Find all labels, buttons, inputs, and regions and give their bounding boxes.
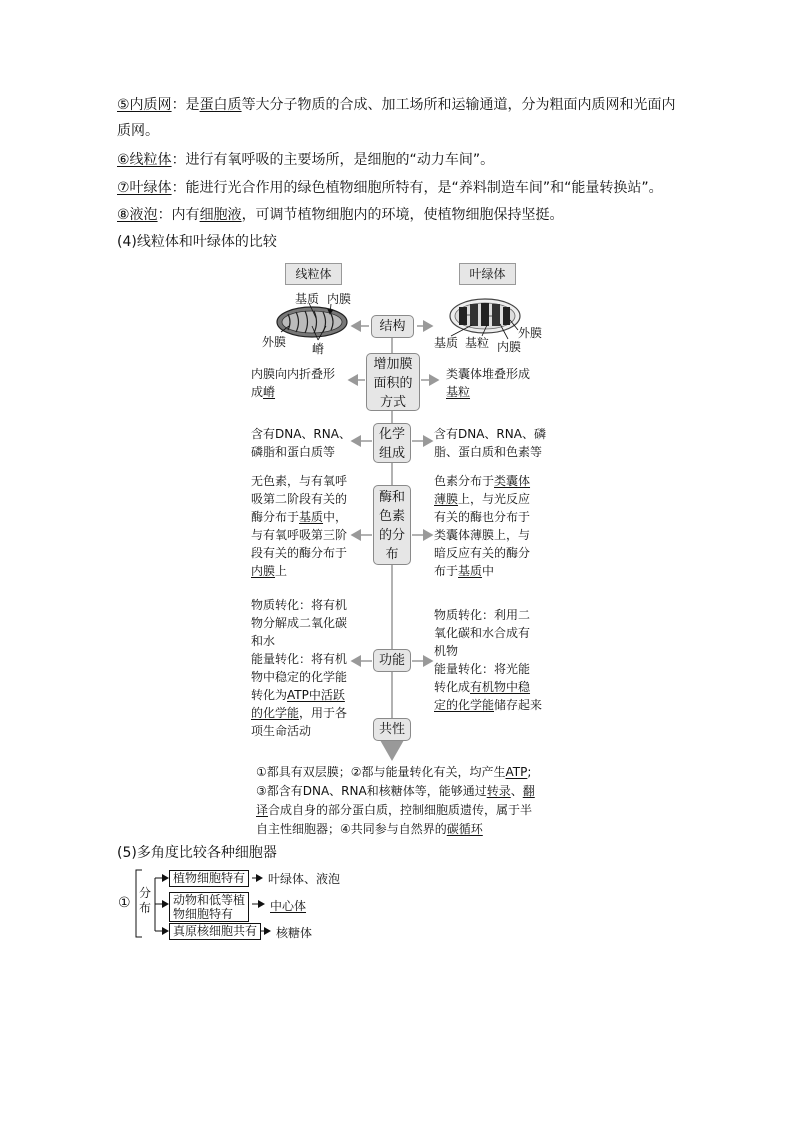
chloroplast-header: 叶绿体	[459, 263, 516, 285]
box-plant-specific: 植物细胞特有	[169, 870, 249, 887]
category-distribution: 分 布	[139, 886, 152, 915]
box-common-all: 真原核细胞共有	[169, 923, 261, 940]
mito-crista-label: 嵴	[312, 342, 325, 356]
item-er: ⑤内质网：是蛋白质等大分子物质的合成、加工场所和运输通道，分为粗面内质网和光面内	[117, 97, 676, 113]
heading-multi-angle: (5)多角度比较各种细胞器	[117, 845, 277, 861]
mito-outer-label: 外膜	[262, 335, 287, 349]
mito-matrix-label: 基质	[295, 292, 320, 306]
mito-inner-label: 内膜	[327, 292, 352, 306]
right-area: 类囊体堆叠形成 基粒	[446, 367, 531, 399]
chloro-matrix-label: 基质	[434, 336, 459, 350]
center-membrane-area: 增加膜 面积的 方式	[366, 353, 420, 411]
right-chem: 含有DNA、RNA、磷 脂、蛋白质和色素等	[434, 427, 546, 459]
right-function: 物质转化：利用二 氧化碳和水合成有 机物 能量转化：将光能 转化成有机物中稳 定的化学能储存起来	[434, 608, 543, 712]
chloroplast-illustration	[450, 299, 520, 339]
center-common: 共性	[373, 718, 411, 741]
right-enzyme: 色素分布于类囊体 薄膜上，与光反应 有关的酶也分布于 类囊体薄膜上，与 暗反应有关的酶分 布于基质中	[434, 474, 531, 578]
left-function: 物质转化：将有机 物分解成二氧化碳 和水 能量转化：将有机 物中稳定的化学能 转化为ATP中活跃 的化学能，用于各 项生命活动	[251, 598, 348, 738]
chloro-outer-label: 外膜	[518, 326, 543, 340]
heading-comparison: (4)线粒体和叶绿体的比较	[117, 234, 277, 250]
mitochondria-header: 线粒体	[285, 263, 342, 285]
item-chloroplast: ⑦叶绿体：能进行光合作用的绿色植物细胞所特有，是“养料制造车间”和“能量转换站”。	[117, 180, 663, 196]
left-area: 内膜向内折叠形 成嵴	[251, 367, 336, 399]
result-plant-specific: 叶绿体、液泡	[268, 872, 341, 886]
chloro-inner-label: 内膜	[497, 340, 522, 354]
circle-number: ①	[118, 895, 131, 911]
item-er-cont: 质网。	[117, 123, 159, 139]
left-chem: 含有DNA、RNA、 磷脂和蛋白质等	[251, 427, 351, 459]
chloro-grana-label: 基粒	[465, 336, 490, 350]
er-label: ⑤内质网	[117, 97, 172, 113]
left-enzyme: 无色素，与有氧呼 吸第二阶段有关的 酶分布于基质中， 与有氧呼吸第三阶 段有关的酶分布于 内膜上	[251, 474, 348, 578]
common-features: ①都具有双层膜；②都与能量转化有关，均产生ATP; ③都含有DNA、RNA和核糖体等，能够通过转录、翻 译合成自身的部分蛋白质，控制细胞质遗传，属于半 自主性细胞器；④共同参与自然界的碳循环	[256, 765, 535, 836]
mitochondrion-illustration	[277, 303, 347, 340]
box-animal-specific: 动物和低等植 物细胞特有	[169, 892, 249, 922]
item-vacuole: ⑧液泡：内有细胞液，可调节植物细胞内的环境，使植物细胞保持坚挺。	[117, 207, 564, 223]
result-common-all: 核糖体	[276, 926, 313, 940]
center-function: 功能	[373, 649, 411, 672]
item-mitochondria: ⑥线粒体：进行有氧呼吸的主要场所，是细胞的“动力车间”。	[117, 152, 495, 168]
result-animal-specific: 中心体	[270, 899, 307, 913]
center-chemical-composition: 化学 组成	[373, 423, 411, 463]
center-structure: 结构	[371, 315, 414, 338]
center-enzyme-distribution: 酶和 色素 的分 布	[373, 485, 411, 565]
